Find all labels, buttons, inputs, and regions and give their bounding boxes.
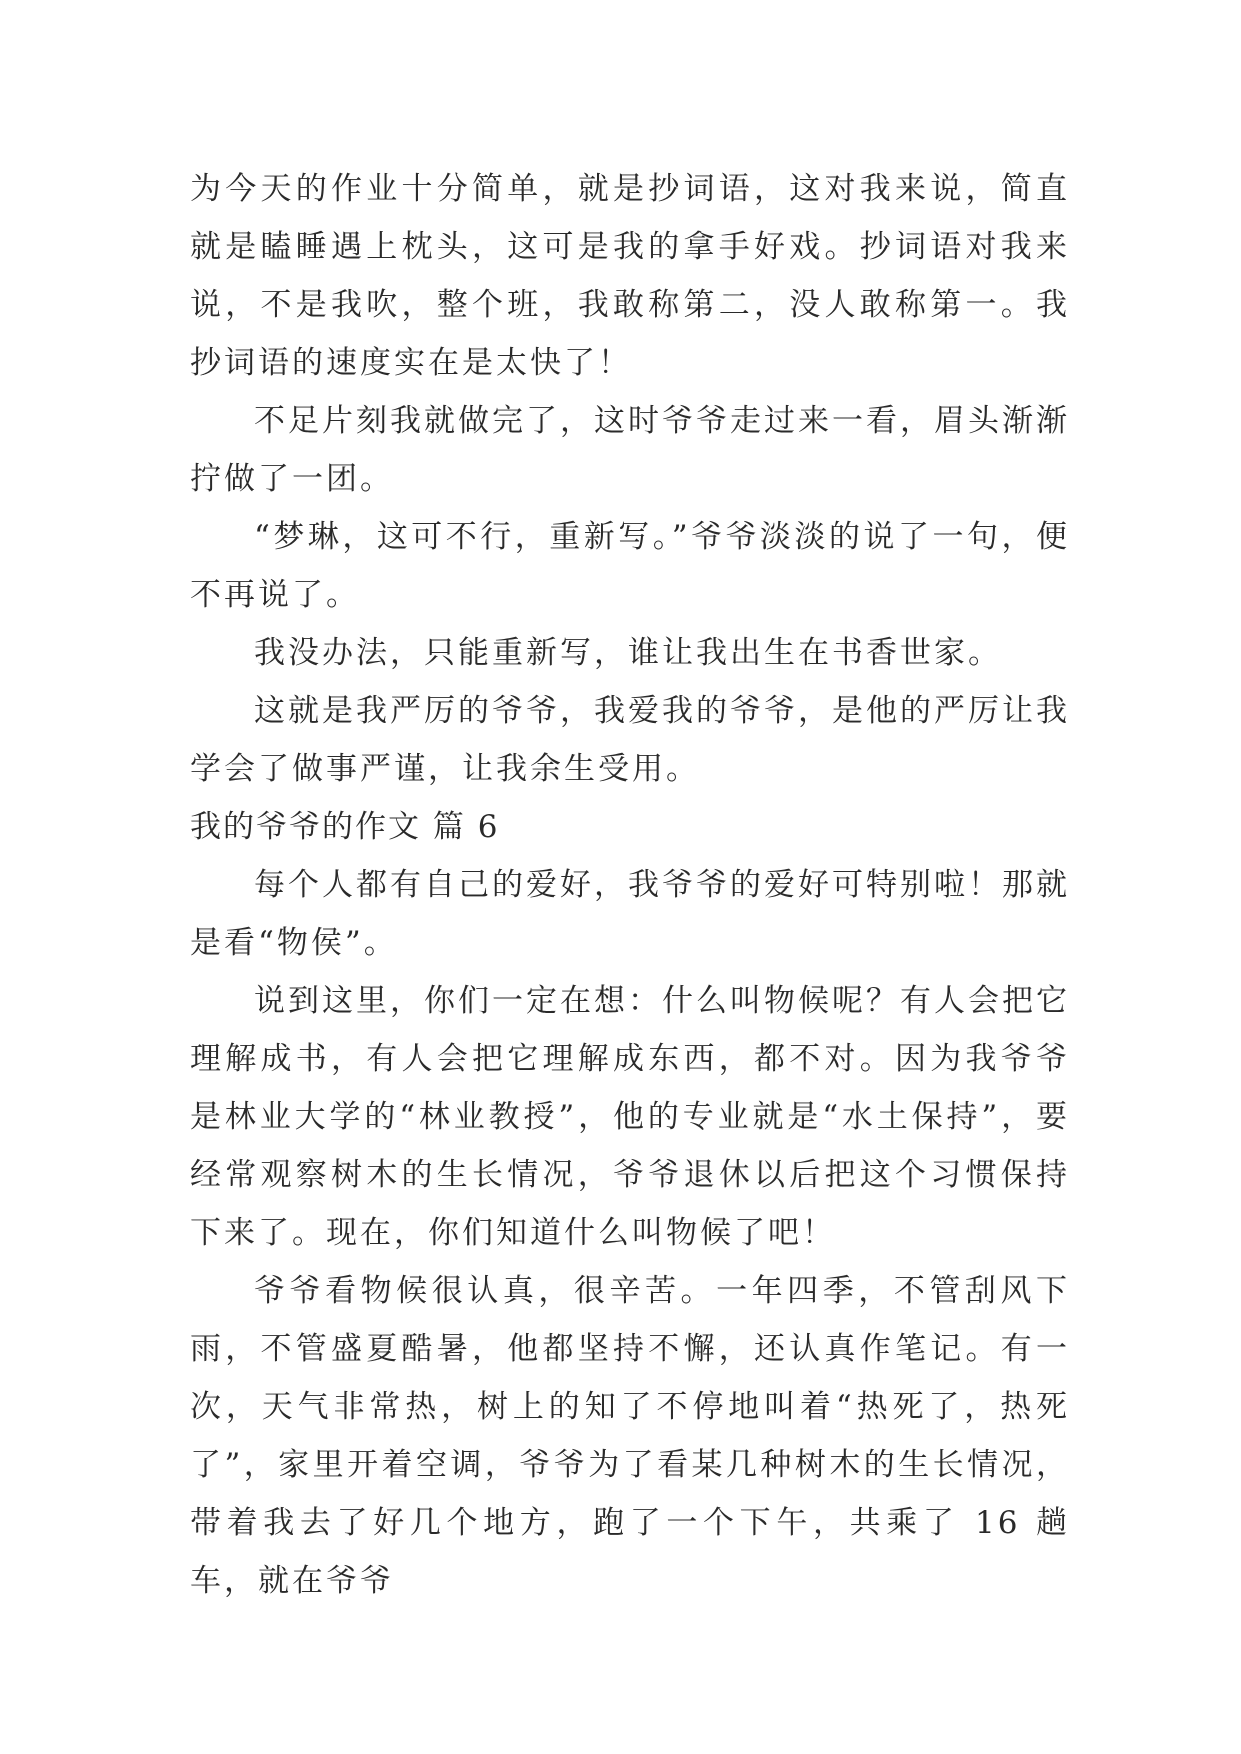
paragraph: 不足片刻我就做完了，这时爷爷走过来一看，眉头渐渐拧做了一团。 [190, 403, 1070, 497]
document-body [190, 160, 1070, 1610]
paragraph: 每个人都有自己的爱好，我爷爷的爱好可特别啦！那就是看“物侯”。 [190, 867, 1070, 961]
paragraph: 为今天的作业十分简单，就是抄词语，这对我来说，简直就是瞌睡遇上枕头，这可是我的拿手好戏。抄词语对我来说，不是我吹，整个班，我敢称第二，没人敢称第一。我抄词语的速度实在是太快了！ [190, 171, 1070, 381]
paragraph: 我没办法，只能重新写，谁让我出生在书香世家。 [254, 635, 1002, 671]
paragraph: 说到这里，你们一定在想：什么叫物候呢？有人会把它理解成书，有人会把它理解成东西，都不对。因为我爷爷是林业大学的“林业教授”，他的专业就是“水土保持”，要经常观察树木的生长情况，爷爷退休以后把这个习惯保持下来了。现在，你们知道什么叫物候了吧！ [190, 983, 1070, 1251]
section-heading: 我的爷爷的作文 篇 6 [190, 809, 500, 845]
paragraph: 爷爷看物候很认真，很辛苦。一年四季，不管刮风下雨，不管盛夏酷暑，他都坚持不懈，还认真作笔记。有一次，天气非常热，树上的知了不停地叫着“热死了，热死了”，家里开着空调，爷爷为了看某几种树木的生长情况，带着我去了好几个地方，跑了一个下午，共乘了 16 趟车，就在爷爷 [190, 1273, 1070, 1599]
paragraph: “梦琳，这可不行，重新写。”爷爷淡淡的说了一句，便不再说了。 [190, 519, 1070, 613]
paragraph: 这就是我严厉的爷爷，我爱我的爷爷，是他的严厉让我学会了做事严谨，让我余生受用。 [190, 693, 1070, 787]
